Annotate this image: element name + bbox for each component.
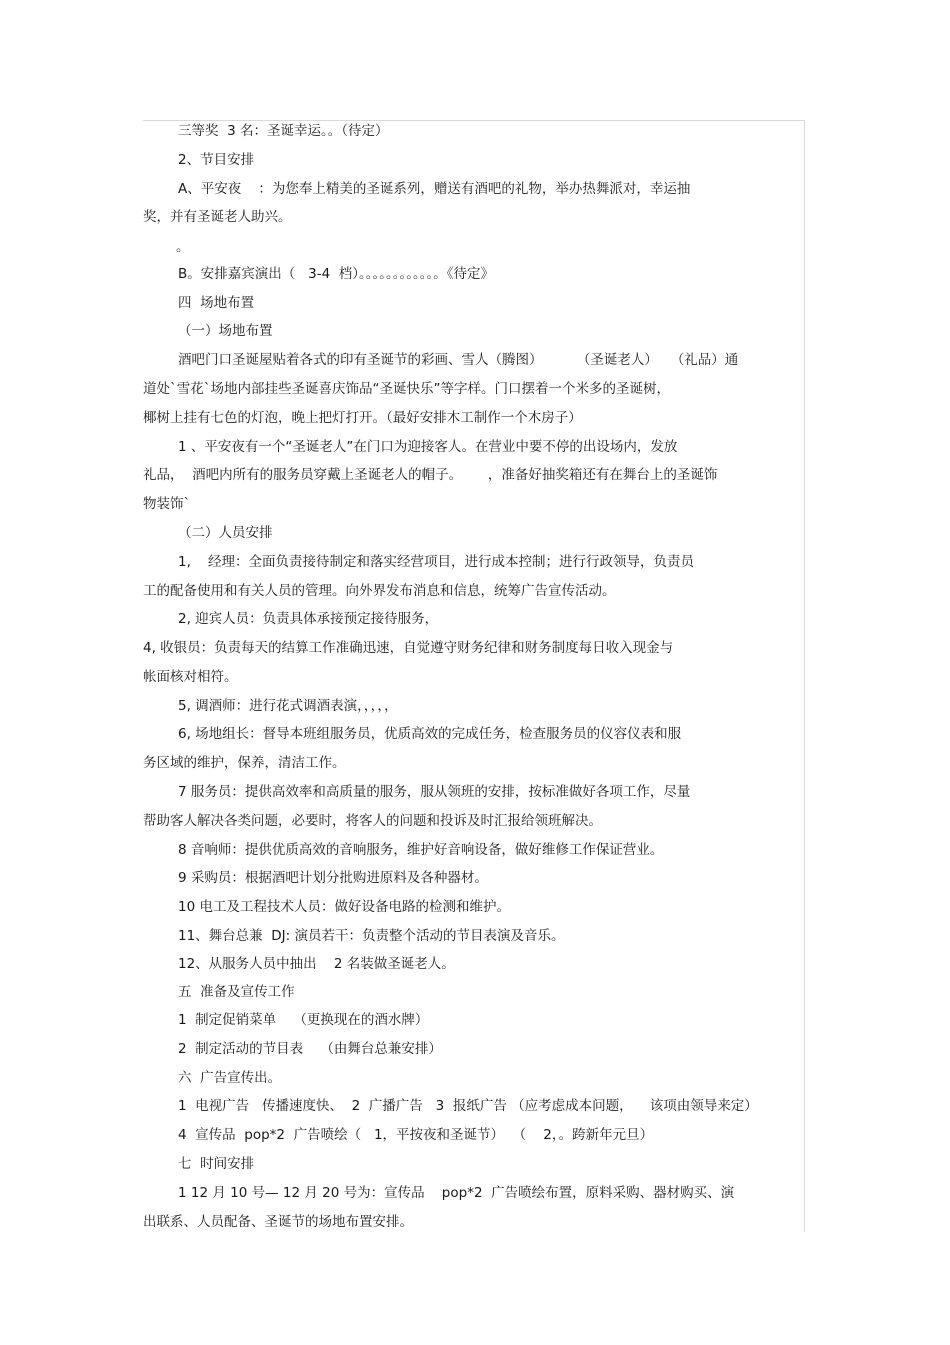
text-line: 帐面核对相符。	[143, 669, 238, 685]
text-line: 务区域的维护，保养，清洁工作。	[143, 755, 346, 771]
subsection-heading: （二）人员安排	[178, 525, 273, 541]
text-line: 2, 迎宾人员：负责具体承接预定接待服务，	[178, 611, 439, 627]
text-line: 1 电视广告 传播速度快、 2 广播广告 3 报纸广告 （应考虑成本问题， 该项由领导来定）	[178, 1098, 758, 1114]
text-line: 2、节目安排	[178, 152, 255, 168]
text-line: 4 宣传品 pop*2 广告喷绘（ 1，平按夜和圣诞节） （ 2，。跨新年元旦）	[178, 1127, 654, 1143]
text-line: 8 音响师：提供优质高效的音响服务，维护好音响设备，做好维修工作保证营业。	[178, 842, 664, 858]
text-line: A、平安夜 ：为您奉上精美的圣诞系列，赠送有酒吧的礼物，举办热舞派对，幸运抽	[178, 181, 691, 197]
text-line: 奖，并有圣诞老人助兴。	[143, 209, 292, 225]
text-line: 。	[176, 239, 190, 255]
section-heading: 五 准备及宣传工作	[178, 984, 295, 1000]
text-line: 2 制定活动的节目表 （由舞台总兼安排）	[178, 1041, 442, 1057]
text-line: 物装饰`	[143, 496, 191, 512]
subsection-heading: （一）场地布置	[178, 323, 273, 339]
text-line: 4, 收银员：负责每天的结算工作准确迅速，自觉遵守财务纪律和财务制度每日收入现金与	[143, 640, 674, 656]
text-line: 道处`雪花`场地内部挂些圣诞喜庆饰品“圣诞快乐”等字样。门口摆着一个米多的圣诞树，	[143, 381, 670, 397]
text-line: 6, 场地组长：督导本班组服务员，优质高效的完成任务，检查服务员的仪容仪表和服	[178, 726, 682, 742]
text-line: 帮助客人解决各类问题，必要时，将客人的问题和投诉及时汇报给领班解决。	[143, 813, 602, 829]
text-line: 工的配备使用和有关人员的管理。向外界发布消息和信息，统筹广告宣传活动。	[143, 583, 616, 599]
text-line: 酒吧门口圣诞屋贴着各式的印有圣诞节的彩画、雪人（腾图） （圣诞老人） （礼品）通	[178, 352, 739, 368]
text-line: 1 、平安夜有一个“圣诞老人”在门口为迎接客人。在营业中要不停的出设场内，发放	[178, 439, 678, 455]
text-line: B。安排嘉宾演出（ 3-4 档）。。。。。。。。。。。。《待定》	[178, 266, 495, 282]
text-line: 1 12 月 10 号— 12 月 20 号为：宣传品 pop*2 广告喷绘布置，原料采购、器材购买、演	[178, 1185, 735, 1201]
text-line: 1 制定促销菜单 （更换现在的酒水牌）	[178, 1012, 429, 1028]
text-line: 三等奖 3 名：圣诞幸运。。（待定）	[178, 123, 389, 139]
section-heading: 六 广告宣传出。	[178, 1070, 282, 1086]
text-line: 1, 经理：全面负责接待制定和落实经营项目，进行成本控制；进行行政领导，负责员	[178, 554, 695, 570]
section-heading: 七 时间安排	[178, 1156, 255, 1172]
text-line: 出联系、人员配备、圣诞节的场地布置安排。	[143, 1214, 413, 1230]
text-line: 礼品， 酒吧内所有的服务员穿戴上圣诞老人的帽子。 ，准备好抽奖箱还有在舞台上的圣诞饰	[143, 467, 718, 483]
text-line: 10 电工及工程技术人员：做好设备电路的检测和维护。	[178, 899, 510, 915]
text-line: 12、从服务人员中抽出 2 名装做圣诞老人。	[178, 956, 455, 972]
text-line: 11、舞台总兼 DJ: 演员若干：负责整个活动的节目表演及音乐。	[178, 928, 565, 944]
text-line: 7 服务员：提供高效率和高质量的服务，服从领班的安排，按标准做好各项工作，尽量	[178, 784, 691, 800]
text-line: 5, 调酒师：进行花式调酒表演，，，，，	[178, 698, 398, 714]
section-heading: 四 场地布置	[178, 295, 255, 311]
text-line: 9 采购员：根据酒吧计划分批购进原料及各种器材。	[178, 870, 488, 886]
text-line: 椰树上挂有七色的灯泡，晚上把灯打开。（最好安排木工制作一个木房子）	[143, 410, 582, 426]
